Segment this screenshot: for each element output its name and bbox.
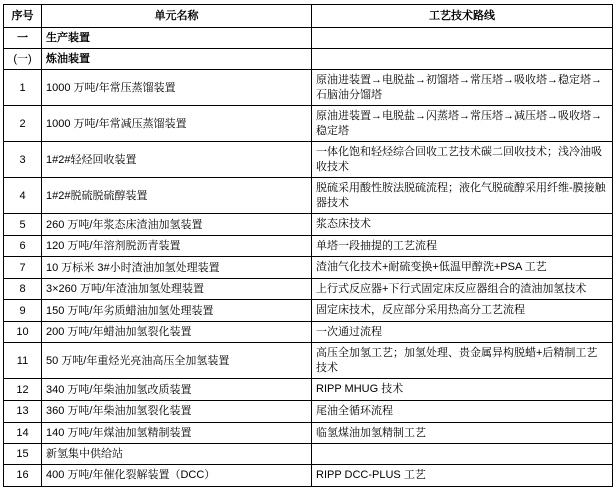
cell-process-route — [312, 49, 613, 70]
table-row — [4, 379, 613, 401]
column-header-unit-name: 单元名称 — [42, 5, 312, 28]
cell-unit-name: 3×260 万吨/年渣油加氢处理装置 — [42, 278, 312, 300]
cell-unit-name: 新氢集中供给站 — [42, 444, 312, 465]
cell-no: 10 — [4, 321, 42, 343]
cell-unit-name: 400 万吨/年催化裂解装置（DCC） — [42, 465, 312, 487]
cell-process-route: 固定床技术，反应部分采用热高分工艺流程 — [312, 300, 613, 322]
cell-no: 7 — [4, 257, 42, 279]
cell-process-route: 原油进装置→电脱盐→初馏塔→常压塔→吸收塔→稳定塔→石脑油分馏塔 — [312, 70, 613, 106]
cell-no: 8 — [4, 278, 42, 300]
cell-unit-name: 50 万吨/年重烃光亮油高压全加氢装置 — [42, 343, 312, 379]
cell-process-route: 脱硫采用酸性胺法脱硫流程；液化气脱硫醇采用纤维-膜接触器技术 — [312, 178, 613, 214]
cell-no: 9 — [4, 300, 42, 322]
cell-unit-name: 1#2#脱硫脱硫醇装置 — [42, 178, 312, 214]
cell-process-route: 高压全加氢工艺；加氢处理、贵金属异构脱蜡+后精制工艺技术 — [312, 343, 613, 379]
cell-process-route — [312, 444, 613, 465]
cell-unit-name: 生产装置 — [42, 28, 312, 49]
cell-unit-name: 1000 万吨/年常减压蒸馏装置 — [42, 106, 312, 142]
table-row — [4, 257, 613, 279]
cell-no: 14 — [4, 422, 42, 444]
cell-process-route: 渣油气化技术+耐硫变换+低温甲醇洗+PSA 工艺 — [312, 257, 613, 279]
cell-process-route: RIPP MHUG 技术 — [312, 379, 613, 401]
column-header-process-route: 工艺技术路线 — [312, 5, 613, 28]
table-row — [4, 444, 613, 465]
cell-no: 1 — [4, 70, 42, 106]
table-row — [4, 300, 613, 322]
cell-process-route: 上行式反应器+下行式固定床反应器组合的渣油加氢技术 — [312, 278, 613, 300]
cell-no: 4 — [4, 178, 42, 214]
table-header-row — [4, 5, 613, 28]
cell-unit-name: 1000 万吨/年常压蒸馏装置 — [42, 70, 312, 106]
table-row — [4, 214, 613, 236]
cell-process-route: 单塔一段抽提的工艺流程 — [312, 235, 613, 257]
table-header — [4, 5, 613, 28]
cell-no: 一 — [4, 28, 42, 49]
process-route-table — [3, 4, 613, 487]
table-row — [4, 49, 613, 70]
table-row — [4, 178, 613, 214]
cell-no: 16 — [4, 465, 42, 487]
cell-unit-name: 1#2#轻烃回收装置 — [42, 142, 312, 178]
table-row — [4, 28, 613, 49]
cell-unit-name: 260 万吨/年浆态床渣油加氢装置 — [42, 214, 312, 236]
cell-no: 2 — [4, 106, 42, 142]
cell-unit-name: 140 万吨/年煤油加氢精制装置 — [42, 422, 312, 444]
cell-no: 13 — [4, 401, 42, 423]
cell-process-route: 一次通过流程 — [312, 321, 613, 343]
cell-unit-name: 360 万吨/年柴油加氢裂化装置 — [42, 401, 312, 423]
table-row — [4, 465, 613, 487]
cell-process-route: 一体化饱和轻烃综合回收工艺技术碳二回收技术；浅冷油吸收技术 — [312, 142, 613, 178]
cell-unit-name: 炼油装置 — [42, 49, 312, 70]
cell-no: 3 — [4, 142, 42, 178]
cell-process-route: 尾油全循环流程 — [312, 401, 613, 423]
cell-no: 12 — [4, 379, 42, 401]
table-row — [4, 278, 613, 300]
cell-no: (一) — [4, 49, 42, 70]
cell-unit-name: 10 万标米 3#小时渣油加氢处理装置 — [42, 257, 312, 279]
table-row — [4, 401, 613, 423]
cell-unit-name: 200 万吨/年蜡油加氢裂化装置 — [42, 321, 312, 343]
table-row — [4, 321, 613, 343]
cell-unit-name: 150 万吨/年劣质蜡油加氢处理装置 — [42, 300, 312, 322]
table-row — [4, 422, 613, 444]
table-row — [4, 343, 613, 379]
cell-process-route: 原油进装置→电脱盐→闪蒸塔→常压塔→减压塔→吸收塔→稳定塔 — [312, 106, 613, 142]
cell-process-route: RIPP DCC-PLUS 工艺 — [312, 465, 613, 487]
table-row — [4, 142, 613, 178]
table-row — [4, 70, 613, 106]
cell-no: 15 — [4, 444, 42, 465]
table-row — [4, 106, 613, 142]
cell-process-route: 浆态床技术 — [312, 214, 613, 236]
cell-process-route: 临氢煤油加氢精制工艺 — [312, 422, 613, 444]
cell-no: 11 — [4, 343, 42, 379]
column-header-no: 序号 — [4, 5, 42, 28]
cell-process-route — [312, 28, 613, 49]
cell-no: 5 — [4, 214, 42, 236]
table-row — [4, 235, 613, 257]
table-body — [4, 28, 613, 487]
cell-no: 6 — [4, 235, 42, 257]
cell-unit-name: 120 万吨/年溶剂脱沥青装置 — [42, 235, 312, 257]
cell-unit-name: 340 万吨/年柴油加氢改质装置 — [42, 379, 312, 401]
